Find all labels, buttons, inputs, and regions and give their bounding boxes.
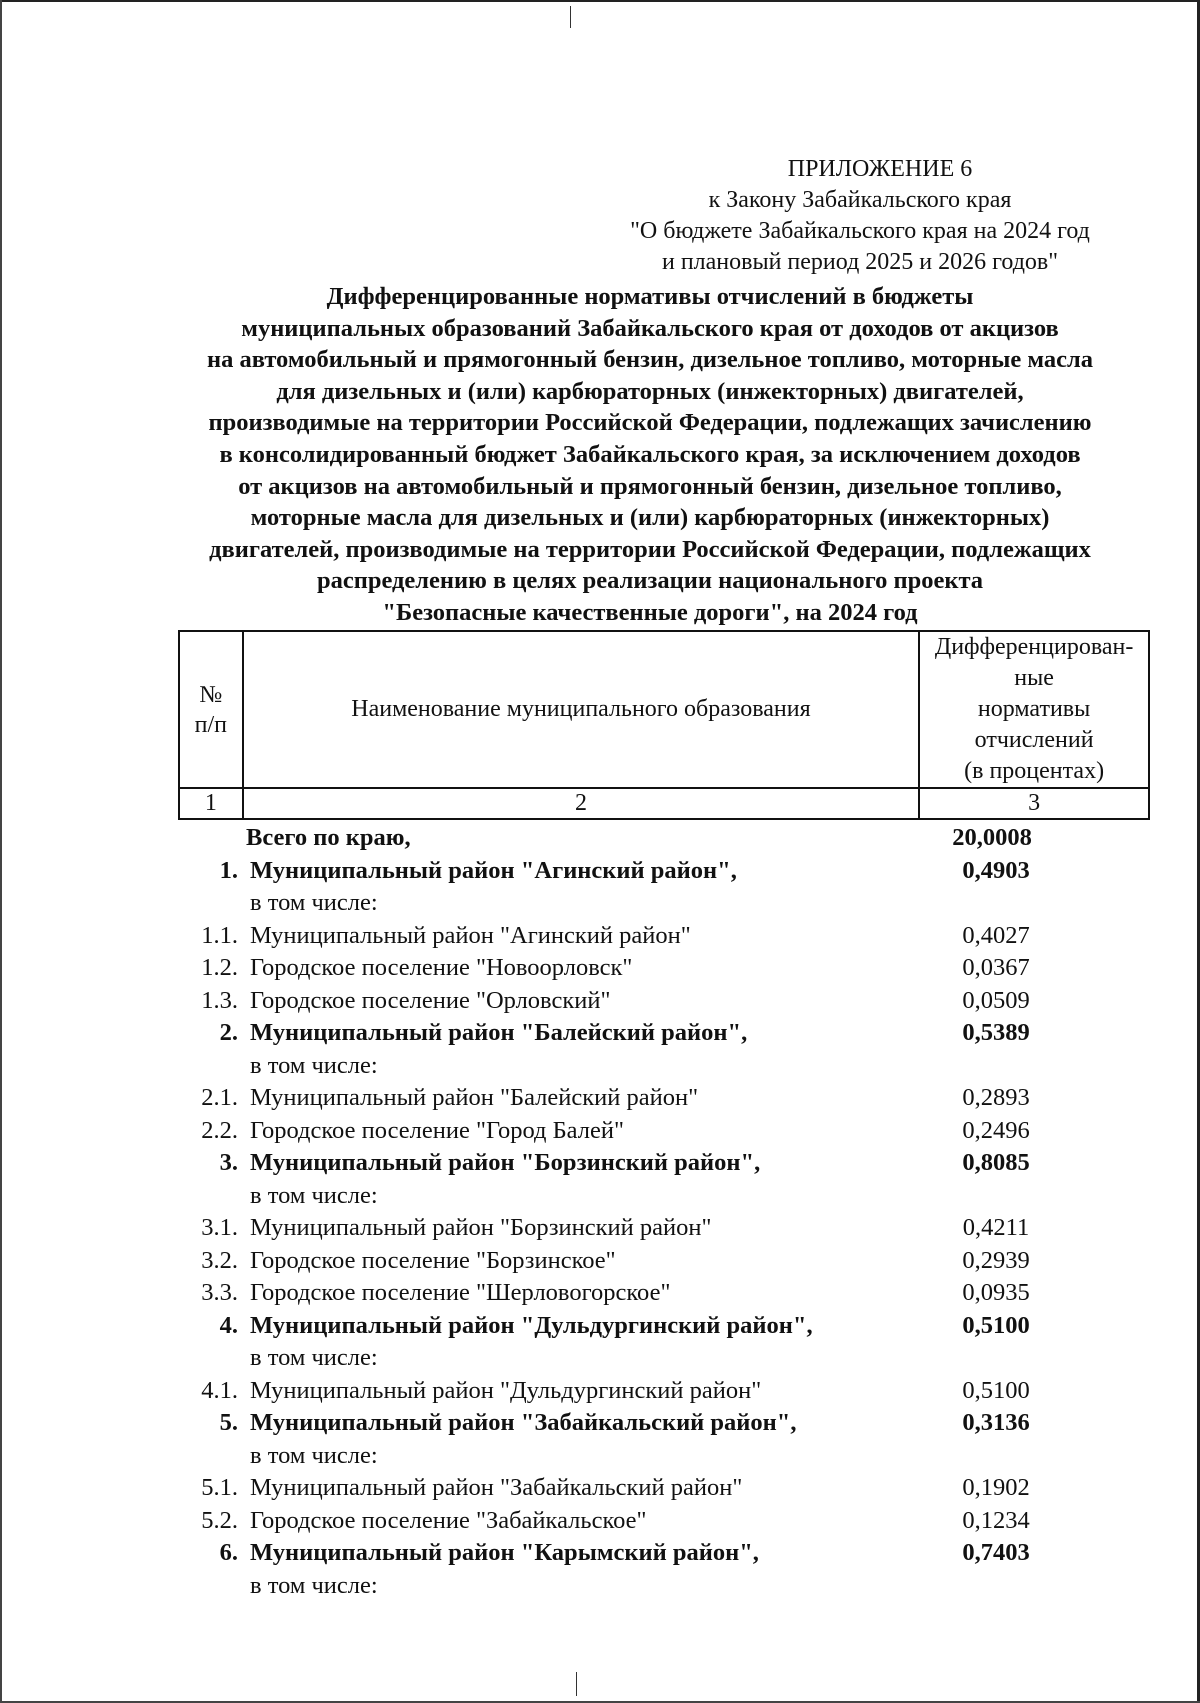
row-number: 5.: [219, 1409, 238, 1437]
table-row: [178, 920, 1150, 953]
column-header-number: № п/п: [179, 631, 243, 788]
row-number: 4.: [219, 1311, 238, 1339]
row-name: Муниципальный район "Борзинский район",: [250, 1149, 761, 1177]
table-row: [178, 887, 1150, 920]
column-header-name: Наименование муниципального образования: [243, 631, 919, 788]
row-value: 0,5389: [962, 1019, 1030, 1047]
row-number: 4.1.: [201, 1376, 238, 1404]
row-name: в том числе:: [250, 1441, 378, 1469]
row-value: 0,5100: [962, 1311, 1030, 1339]
row-name: в том числе:: [250, 889, 378, 917]
row-value: 0,8085: [962, 1149, 1030, 1177]
heading-line: производимые на территории Российской Федерации, подлежащих зачислению: [208, 409, 1092, 437]
column-index-3: 3: [919, 788, 1149, 819]
row-name: Всего по краю,: [246, 824, 411, 852]
row-name: Муниципальный район "Балейский район",: [250, 1019, 748, 1047]
column-header-norm: Дифференцирован- ные нормативы отчислений (в процентах): [919, 631, 1149, 788]
table-row: [178, 952, 1150, 985]
row-value: 0,2893: [962, 1084, 1030, 1112]
row-value: 0,4903: [962, 856, 1030, 884]
table-row: [178, 1342, 1150, 1375]
row-number: 5.2.: [201, 1506, 238, 1534]
row-number: 3.2.: [201, 1246, 238, 1274]
row-name: Муниципальный район "Борзинский район": [250, 1214, 712, 1242]
row-name: Городское поселение "Город Балей": [250, 1116, 624, 1144]
row-name: Муниципальный район "Карымский район",: [250, 1539, 759, 1567]
appendix-block: [560, 154, 1160, 278]
row-value: 0,2496: [962, 1116, 1030, 1144]
column-index-1: 1: [179, 788, 243, 819]
row-name: Муниципальный район "Балейский район": [250, 1084, 699, 1112]
row-number: 2.: [219, 1019, 238, 1047]
appendix-line-1: к Закону Забайкальского края: [708, 187, 1012, 213]
row-name: Муниципальный район "Дульдургинский район",: [250, 1311, 813, 1339]
row-name: Муниципальный район "Агинский район",: [250, 856, 737, 884]
row-number: 1.1.: [201, 921, 238, 949]
table-row: [178, 1537, 1150, 1570]
heading-line: муниципальных образований Забайкальского края от доходов от акцизов: [241, 314, 1059, 342]
table-row: [178, 1277, 1150, 1310]
heading-line: на автомобильный и прямогонный бензин, дизельное топливо, моторные масла: [206, 346, 1094, 374]
heading-line: в консолидированный бюджет Забайкальского края, за исключением доходов: [219, 440, 1081, 468]
row-value: 0,2939: [962, 1246, 1030, 1274]
row-number: 3.3.: [201, 1279, 238, 1307]
row-value: 0,0367: [962, 954, 1030, 982]
table-row: [178, 1310, 1150, 1343]
scan-mark-bottom: [576, 1672, 577, 1696]
row-value: 0,4211: [962, 1214, 1030, 1242]
table-row: [178, 1440, 1150, 1473]
row-name: Городское поселение "Забайкальское": [250, 1506, 647, 1534]
row-value: 0,0935: [962, 1279, 1030, 1307]
row-name: в том числе:: [250, 1051, 378, 1079]
heading-line: от акцизов на автомобильный и прямогонный бензин, дизельное топливо,: [238, 472, 1062, 500]
table-row: [178, 1212, 1150, 1245]
appendix-line-2: "О бюджете Забайкальского края на 2024 год: [630, 218, 1090, 244]
row-name: Муниципальный район "Агинский район": [250, 921, 691, 949]
row-value: 0,0509: [962, 986, 1030, 1014]
row-name: в том числе:: [250, 1181, 378, 1209]
row-name: Городское поселение "Шерловогорское": [250, 1279, 671, 1307]
row-number: 1.: [219, 856, 238, 884]
table-body: [178, 822, 1150, 1602]
row-value: 0,1902: [962, 1474, 1030, 1502]
table-row: [178, 1245, 1150, 1278]
row-name: Городское поселение "Новоорловск": [250, 954, 633, 982]
row-name: Муниципальный район "Дульдургинский район": [250, 1376, 762, 1404]
table-row: [178, 1180, 1150, 1213]
table-row: [178, 985, 1150, 1018]
table-row: [178, 822, 1150, 855]
table-row: [178, 1407, 1150, 1440]
row-number: 3.1.: [201, 1214, 238, 1242]
row-name: в том числе:: [250, 1344, 378, 1372]
table-row: [178, 1050, 1150, 1083]
row-value: 20,0008: [952, 824, 1032, 852]
row-value: 0,7403: [962, 1539, 1030, 1567]
appendix-line-3: и плановый период 2025 и 2026 годов": [661, 249, 1059, 275]
row-value: 0,3136: [962, 1409, 1030, 1437]
row-number: 6.: [219, 1539, 238, 1567]
table-row: [178, 855, 1150, 888]
row-name: Муниципальный район "Забайкальский район": [250, 1474, 743, 1502]
heading-line: для дизельных и (или) карбюраторных (инжекторных) двигателей,: [276, 377, 1024, 405]
heading-line: "Безопасные качественные дороги", на 2024 год: [382, 598, 918, 626]
heading-line: Дифференцированные нормативы отчислений в бюджеты: [326, 283, 974, 310]
heading-line: моторные масла для дизельных и (или) карбюраторных (инжекторных): [250, 504, 1050, 532]
row-number: 3.: [219, 1149, 238, 1177]
table-row: [178, 1147, 1150, 1180]
row-name: Муниципальный район "Забайкальский район",: [250, 1409, 797, 1437]
row-name: в том числе:: [250, 1571, 378, 1599]
row-number: 2.1.: [201, 1084, 238, 1112]
table-header: [178, 630, 1150, 820]
heading-line: двигателей, производимые на территории Российской Федерации, подлежащих: [209, 535, 1091, 563]
row-value: 0,4027: [962, 921, 1030, 949]
column-index-2: 2: [243, 788, 919, 819]
table-row: [178, 1017, 1150, 1050]
table-row: [178, 1115, 1150, 1148]
scan-border-top: [0, 0, 1200, 2]
scan-mark-top: [570, 6, 571, 28]
row-name: Городское поселение "Орловский": [250, 986, 611, 1014]
row-number: 1.2.: [201, 954, 238, 982]
document-heading: [160, 281, 1140, 629]
appendix-title: ПРИЛОЖЕНИЕ 6: [787, 156, 973, 182]
row-number: 1.3.: [201, 986, 238, 1014]
scan-border-left: [0, 0, 2, 1703]
row-value: 0,5100: [962, 1376, 1030, 1404]
row-value: 0,1234: [962, 1506, 1030, 1534]
table-row: [178, 1472, 1150, 1505]
table-row: [178, 1505, 1150, 1538]
row-number: 2.2.: [201, 1116, 238, 1144]
row-name: Городское поселение "Борзинское": [250, 1246, 616, 1274]
row-number: 5.1.: [201, 1474, 238, 1502]
table-row: [178, 1082, 1150, 1115]
table-row: [178, 1570, 1150, 1603]
table-row: [178, 1375, 1150, 1408]
heading-line: распределению в целях реализации национального проекта: [316, 567, 984, 595]
